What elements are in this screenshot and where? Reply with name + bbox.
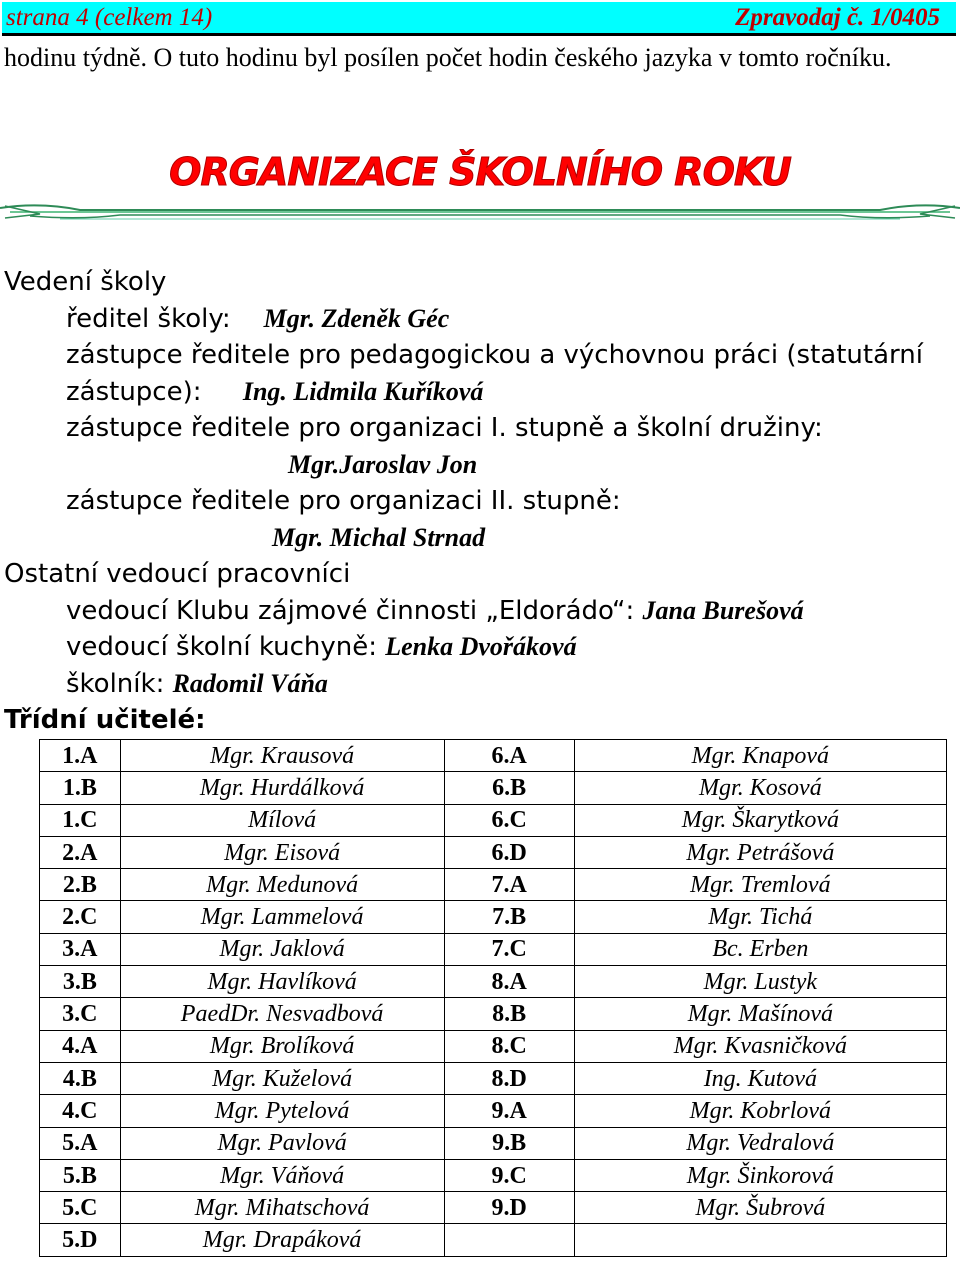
- kitchen-label: vedoucí školní kuchyně:: [66, 632, 377, 662]
- other-staff-heading: Ostatní vedoucí pracovníci: [4, 559, 351, 589]
- decorative-divider: [0, 198, 960, 228]
- janitor-line: [4, 666, 956, 703]
- teacher-cell: Mgr. Pytelová: [120, 1095, 444, 1127]
- teacher-cell: Mgr. Eisová: [120, 836, 444, 868]
- class-cell: 4.C: [40, 1095, 121, 1127]
- issue-label: Zpravodaj č. 1/0405: [735, 3, 940, 31]
- class-cell: 8.C: [444, 1030, 574, 1062]
- page-info: strana 4 (celkem 14): [6, 3, 213, 31]
- teacher-cell: Mgr. Váňová: [120, 1159, 444, 1191]
- class-cell: 4.B: [40, 1062, 121, 1094]
- table-row: [40, 804, 947, 836]
- club-name: Jana Burešová: [642, 595, 804, 625]
- intro-paragraph: hodinu týdně. O tuto hodinu byl posílen počet hodin českého jazyka v tomto ročníku.: [4, 43, 892, 72]
- class-cell: 1.C: [40, 804, 121, 836]
- table-row: [40, 1127, 947, 1159]
- director-line: [4, 301, 956, 338]
- teacher-cell: Mgr. Mihatschová: [120, 1192, 444, 1224]
- teacher-cell: Mgr. Jaklová: [120, 933, 444, 965]
- class-cell: 6.A: [444, 740, 574, 772]
- teacher-cell: Mgr. Kosová: [574, 772, 946, 804]
- table-row: [40, 1224, 947, 1256]
- table-row: [40, 966, 947, 998]
- deputy3-label: zástupce ředitele pro organizaci II. stupně:: [66, 486, 621, 516]
- class-cell: 5.C: [40, 1192, 121, 1224]
- class-cell: 3.A: [40, 933, 121, 965]
- class-cell: 9.B: [444, 1127, 574, 1159]
- class-cell: 6.B: [444, 772, 574, 804]
- teacher-cell: Mgr. Šinkorová: [574, 1159, 946, 1191]
- class-teachers-table: [39, 739, 947, 1257]
- teacher-cell: Ing. Kutová: [574, 1062, 946, 1094]
- deputy1-label: zástupce ředitele pro pedagogickou a výchovnou práci (statutární: [66, 340, 923, 370]
- teacher-cell: Mgr. Tichá: [574, 901, 946, 933]
- table-row: [40, 740, 947, 772]
- teacher-cell: Mgr. Kuželová: [120, 1062, 444, 1094]
- class-cell: 2.A: [40, 836, 121, 868]
- kitchen-name: Lenka Dvořáková: [385, 632, 577, 661]
- deputy2-label: zástupce ředitele pro organizaci I. stupně a školní družiny:: [66, 413, 823, 443]
- teacher-cell: Mgr. Lammelová: [120, 901, 444, 933]
- teacher-cell: Mílová: [120, 804, 444, 836]
- class-cell: [444, 1224, 574, 1256]
- table-row: [40, 772, 947, 804]
- director-label: ředitel školy:: [66, 303, 231, 334]
- class-cell: 9.D: [444, 1192, 574, 1224]
- table-row: [40, 1159, 947, 1191]
- deputy1-line: [4, 374, 956, 411]
- table-row: [40, 869, 947, 901]
- class-cell: 6.D: [444, 836, 574, 868]
- janitor-name: Radomil Váňa: [172, 668, 328, 698]
- class-cell: 5.B: [40, 1159, 121, 1191]
- class-cell: 1.A: [40, 740, 121, 772]
- teacher-cell: Mgr. Šubrová: [574, 1192, 946, 1224]
- teacher-cell: Bc. Erben: [574, 933, 946, 965]
- class-cell: 1.B: [40, 772, 121, 804]
- teacher-cell: Mgr. Hurdálková: [120, 772, 444, 804]
- deputy1-name: Ing. Lidmila Kuříková: [242, 376, 484, 406]
- class-cell: 2.C: [40, 901, 121, 933]
- leadership-heading: Vedení školy: [4, 267, 167, 297]
- teacher-cell: Mgr. Petrášová: [574, 836, 946, 868]
- table-row: [40, 836, 947, 868]
- teacher-cell: Mgr. Kvasničková: [574, 1030, 946, 1062]
- teacher-cell: Mgr. Havlíková: [120, 966, 444, 998]
- teacher-cell: Mgr. Medunová: [120, 869, 444, 901]
- table-row: [40, 1192, 947, 1224]
- kitchen-line: [4, 629, 956, 666]
- class-cell: 5.D: [40, 1224, 121, 1256]
- deputy1-label2: zástupce):: [66, 376, 202, 407]
- teacher-cell: Mgr. Tremlová: [574, 869, 946, 901]
- class-cell: 9.A: [444, 1095, 574, 1127]
- table-row: [40, 1095, 947, 1127]
- club-label: vedoucí Klubu zájmové činnosti „Eldorádo“:: [66, 595, 635, 626]
- table-row: [40, 998, 947, 1030]
- page-header: [2, 2, 956, 36]
- class-cell: 3.C: [40, 998, 121, 1030]
- table-row: [40, 1062, 947, 1094]
- class-cell: 9.C: [444, 1159, 574, 1191]
- janitor-label: školník:: [66, 668, 165, 699]
- deputy3-name: Mgr. Michal Strnad: [272, 522, 486, 552]
- class-cell: 8.A: [444, 966, 574, 998]
- teacher-cell: Mgr. Drapáková: [120, 1224, 444, 1256]
- class-cell: 7.C: [444, 933, 574, 965]
- table-row: [40, 933, 947, 965]
- teacher-cell: Mgr. Kobrlová: [574, 1095, 946, 1127]
- class-cell: 7.A: [444, 869, 574, 901]
- section-title: ORGANIZACE ŠKOLNÍHO ROKU: [169, 150, 791, 194]
- teacher-cell: Mgr. Pavlová: [120, 1127, 444, 1159]
- club-line: [4, 593, 956, 630]
- teacher-cell: Mgr. Škarytková: [574, 804, 946, 836]
- class-cell: 3.B: [40, 966, 121, 998]
- teacher-cell: PaedDr. Nesvadbová: [120, 998, 444, 1030]
- class-cell: 4.A: [40, 1030, 121, 1062]
- class-cell: 8.D: [444, 1062, 574, 1094]
- class-cell: 8.B: [444, 998, 574, 1030]
- leadership-section: [4, 264, 956, 739]
- class-cell: 6.C: [444, 804, 574, 836]
- class-cell: 2.B: [40, 869, 121, 901]
- teacher-cell: Mgr. Brolíková: [120, 1030, 444, 1062]
- teacher-cell: [574, 1224, 946, 1256]
- class-cell: 5.A: [40, 1127, 121, 1159]
- deputy2-name: Mgr.Jaroslav Jon: [288, 449, 478, 479]
- teacher-cell: Mgr. Mašínová: [574, 998, 946, 1030]
- director-name: Mgr. Zdeněk Géc: [263, 303, 450, 333]
- class-cell: 7.B: [444, 901, 574, 933]
- teacher-cell: Mgr. Lustyk: [574, 966, 946, 998]
- table-row: [40, 1030, 947, 1062]
- teacher-cell: Mgr. Knapová: [574, 740, 946, 772]
- teacher-cell: Mgr. Krausová: [120, 740, 444, 772]
- table-row: [40, 901, 947, 933]
- class-teachers-heading: Třídní učitelé:: [4, 705, 206, 735]
- teacher-cell: Mgr. Vedralová: [574, 1127, 946, 1159]
